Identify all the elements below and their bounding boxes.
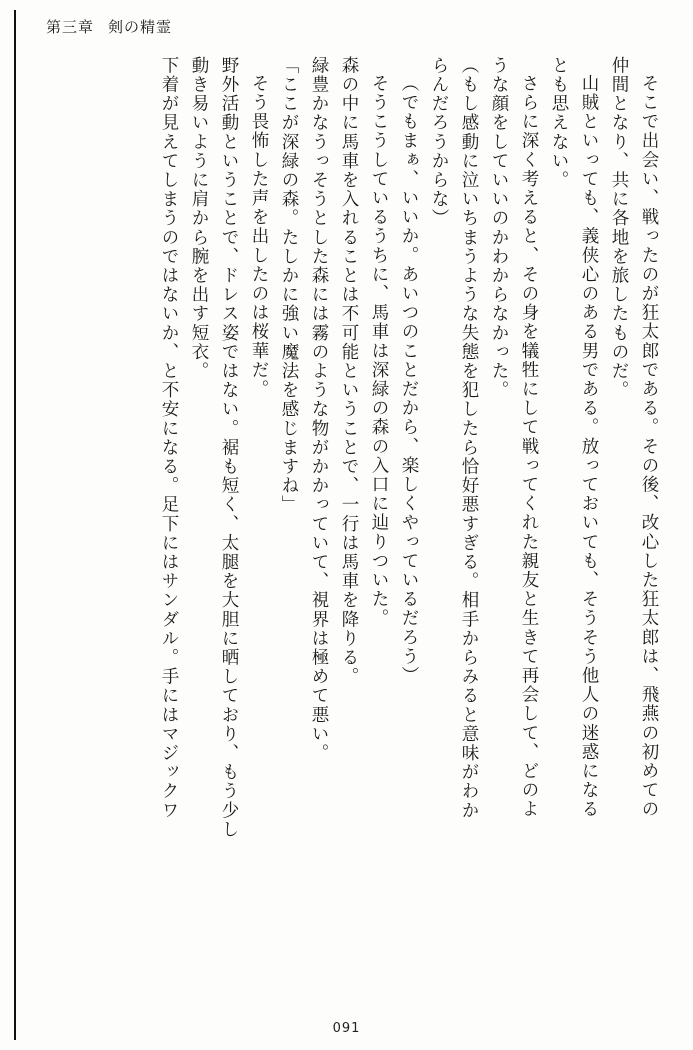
- text-line: 野外活動ということで、ドレス姿ではない。裾も短く、太腿を大胆に晒しており、もう少し: [219, 56, 239, 840]
- text-line: 「ここが深緑の森。たしかに強い魔法を感じますね」: [279, 56, 299, 515]
- text-line: そこで出会い、戦ったのが狂太郎である。その後、改心した狂太郎は、飛燕の初めての: [639, 74, 659, 819]
- chapter-title: 剣の精霊: [108, 18, 173, 36]
- text-line: 仲間となり、共に各地を旅したものだ。: [609, 56, 629, 400]
- chapter-number: 第三章: [46, 18, 95, 36]
- text-line: 山賊といっても、義侠心のある男である。放っておいても、そうそう他人の迷惑になる: [579, 74, 599, 819]
- text-line: （でもまぁ、いいか。あいつのことだから、楽しくやっているだろう）: [399, 74, 419, 686]
- text-line: 下着が見えてしまうのではないか、と不安になる。足下にはサンダル。手にはマジックワ: [159, 56, 179, 820]
- text-line: 動き易いように肩から腕を出す短衣。: [189, 56, 209, 381]
- text-line: さらに深く考えると、その身を犠牲にして戦ってくれた親友と生きて再会して、どのよ: [519, 74, 539, 819]
- text-line: 森の中に馬車を入れることは不可能ということで、一行は馬車を降りる。: [339, 56, 359, 687]
- chapter-header: [46, 16, 172, 37]
- vertical-text-body: [36, 56, 657, 1001]
- text-line: 緑豊かなうっそうとした森には霧のような物がかかっていて、視界は極めて悪い。: [309, 56, 329, 763]
- text-line: （もし感動に泣いちまうような失態を犯したら恰好悪すぎる。相手からみると意味がわか: [459, 56, 479, 820]
- text-line: うな顔をしていいのかわからなかった。: [489, 56, 509, 400]
- page-number: 091: [332, 1021, 361, 1036]
- text-line: とも思えない。: [549, 56, 569, 190]
- text-line: そう畏怖した声を出したのは桜華だ。: [249, 74, 269, 399]
- text-line: らんだろうからな）: [429, 56, 449, 228]
- text-line: そうこうしているうちに、馬車は深緑の森の入口に辿りついた。: [369, 74, 389, 628]
